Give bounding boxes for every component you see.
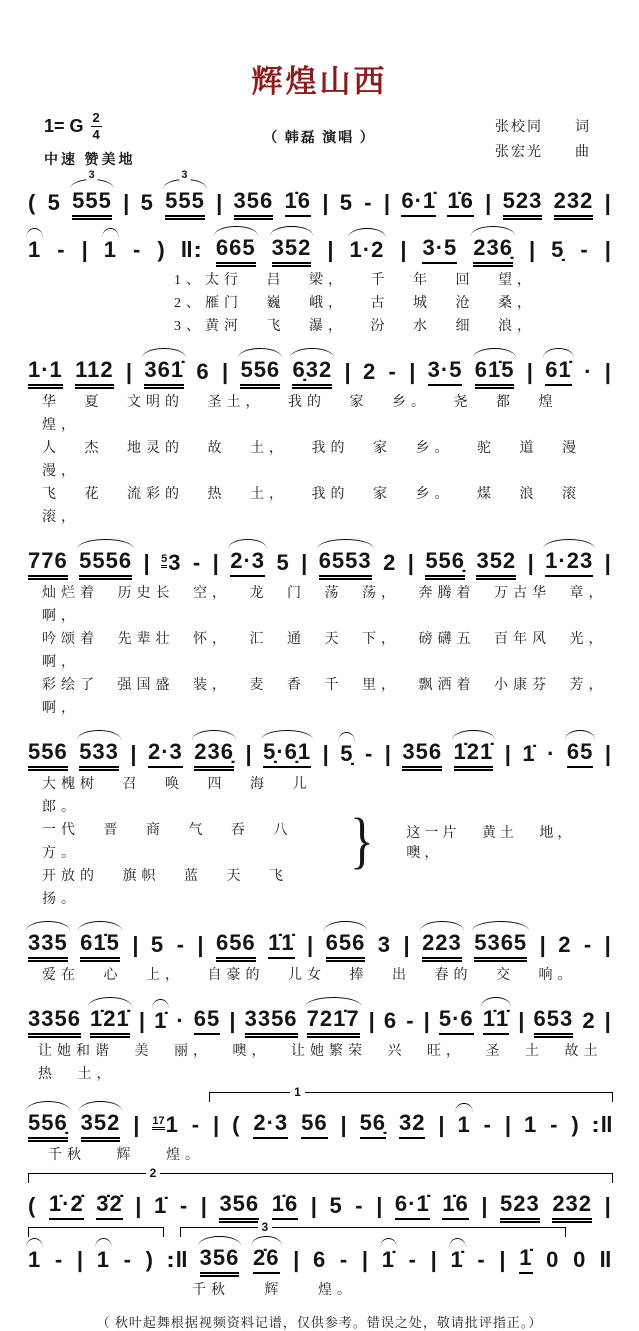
note-token: 61̇5	[475, 359, 515, 386]
note-token: ·	[547, 741, 556, 766]
note-token: 5̣	[551, 237, 565, 262]
note-token: 356	[219, 1193, 259, 1220]
lyric-line: 吟颂着 先辈壮 怀， 汇 通 天 下， 磅礴五 百年风 光， 啊，	[42, 632, 608, 670]
chorus-lead-lyric: 这一片 黄土 地， 噢，	[406, 826, 576, 861]
lyric-line: 爱在 心 上， 自豪的 儿女 捧 出 春的 交 响。	[42, 968, 577, 983]
lyric-line: 让她和谐 美 丽， 噢， 让她繁荣 兴 旺， 圣 土 故土 热 土，	[38, 1044, 603, 1082]
note-token: 236̣	[473, 237, 513, 264]
barline: |	[409, 359, 416, 384]
note-token: 3356	[245, 1008, 298, 1035]
note-token: 5	[47, 190, 61, 215]
note-token: 1̇6	[272, 1193, 298, 1220]
barline: |	[197, 932, 204, 957]
key-signature: 1= G	[44, 115, 84, 136]
note-token: 2̇6	[253, 1247, 279, 1274]
note-token: -	[550, 1112, 559, 1137]
repeat-barline: ‖:	[179, 237, 202, 262]
barline: |	[376, 1193, 383, 1218]
barline: |	[301, 550, 308, 575]
barline: |	[132, 932, 139, 957]
music-line	[26, 222, 613, 267]
music-line	[26, 726, 613, 771]
note-token: 356	[234, 190, 274, 217]
barline: |	[245, 741, 252, 766]
barline: |	[604, 359, 611, 384]
barline: |	[604, 237, 611, 262]
note-token: 3·5	[428, 359, 463, 386]
note-token: )	[157, 237, 166, 262]
barline: |	[604, 741, 611, 766]
verse-brace: }	[349, 807, 374, 876]
barline: |	[504, 741, 511, 766]
note-token: -	[123, 1247, 132, 1272]
lyrics-block	[26, 269, 613, 338]
note-token: 2	[383, 550, 397, 575]
note-token: -	[364, 741, 374, 766]
meter-numerator: 2	[92, 110, 100, 125]
note-token: (	[232, 1112, 241, 1137]
note-token: 232	[552, 1193, 592, 1220]
note-token: 352	[476, 550, 516, 577]
volta-bracket	[209, 1085, 613, 1102]
note-token: 335	[28, 932, 68, 959]
lyric-line: 3、黄河 飞 瀑， 汾 水 细 浪，	[174, 319, 536, 334]
note-token: 0	[546, 1247, 560, 1272]
note-token: 656	[216, 932, 256, 959]
note-token: )	[145, 1247, 154, 1272]
note-token: -	[408, 1247, 417, 1272]
barline: |	[76, 1247, 84, 1272]
barline: |	[423, 1008, 430, 1033]
song-title: 辉煌山西	[251, 64, 388, 99]
note-token: 6	[313, 1247, 327, 1272]
music-line	[26, 344, 613, 389]
barline: |	[307, 932, 314, 957]
barline: |	[383, 190, 391, 215]
note-token: 1̇1̇	[483, 1008, 509, 1035]
note-token: 6̣32	[292, 359, 332, 386]
note-token: -	[483, 1112, 492, 1137]
note-token: -	[583, 932, 593, 957]
score-line	[26, 917, 613, 987]
lyric-line: 一代 晋 商 气 吞 八 方。	[42, 823, 293, 861]
note-token: 776	[28, 550, 68, 577]
note-token: (	[28, 190, 37, 215]
note-token: -	[57, 237, 66, 262]
barline: |	[384, 741, 391, 766]
barline: |	[322, 741, 329, 766]
note-token: (	[28, 1193, 37, 1218]
note-token: 0	[573, 1247, 587, 1272]
barline: |	[504, 1112, 512, 1137]
note-token: )	[571, 1112, 580, 1137]
barline: |	[438, 1112, 445, 1137]
score-line	[26, 993, 613, 1086]
score-line	[26, 535, 613, 720]
barline: |	[604, 550, 611, 575]
barline: |	[310, 1193, 317, 1218]
music-line	[26, 169, 613, 220]
note-token: 6	[383, 1008, 398, 1033]
note-token: 3̇2̇	[96, 1193, 122, 1220]
lyric-line: 千秋 辉 煌。	[192, 1283, 356, 1298]
note-token: 1	[523, 1112, 538, 1137]
note-token: 2·3	[253, 1112, 288, 1139]
repeat-barline: :‖	[165, 1247, 188, 1272]
score-line	[26, 1220, 613, 1302]
lyric-line: 灿烂着 历史长 空， 龙 门 荡 荡， 奔腾着 万古华 章， 啊，	[42, 586, 608, 624]
note-token: 3 555	[165, 190, 205, 217]
lyrics-block	[26, 1279, 613, 1302]
volta-bracket	[28, 1227, 164, 1237]
volta-bracket	[28, 1166, 613, 1183]
score-line	[26, 1085, 613, 1167]
note-token: 1̇	[382, 1249, 395, 1274]
note-token: -	[176, 932, 185, 957]
barline: |	[361, 1247, 369, 1272]
note-token: 3	[377, 932, 392, 957]
barline: |	[539, 932, 546, 957]
barline: |	[604, 1193, 611, 1218]
barline: |	[604, 190, 611, 215]
note-token: 6553	[319, 550, 372, 577]
note-token: 5365	[474, 932, 527, 959]
note-token: 1·2	[350, 239, 385, 264]
note-token: 556̣	[425, 550, 465, 577]
note-token: 2	[582, 1008, 596, 1033]
barline: |	[327, 237, 334, 262]
volta-row	[28, 1166, 611, 1186]
lyricist-credit: 张校同 词	[495, 120, 591, 135]
note-token: 1̇	[522, 741, 536, 766]
note-token: -	[191, 1112, 201, 1137]
note-token: $^5$3	[161, 550, 182, 575]
note-token: 1̇6	[447, 190, 473, 217]
note-token: 61̇	[545, 359, 571, 386]
barline: |	[527, 550, 534, 575]
note-token: 1·23	[545, 550, 593, 577]
note-token: 556̣	[28, 1112, 68, 1139]
note-token: 1̇	[451, 1249, 464, 1274]
score-line	[26, 169, 613, 220]
note-token: 1̇	[519, 1247, 532, 1274]
note-token: 1	[457, 1114, 470, 1139]
lyric-line: 飞 花 流彩的 热 土， 我的 家 乡。 煤 浪 滚 滚，	[42, 487, 581, 525]
note-token: 6	[196, 359, 210, 384]
note-token: 1	[97, 1249, 110, 1274]
lyrics-block	[26, 1144, 613, 1167]
barline: |	[344, 359, 351, 384]
lyrics-block	[26, 964, 613, 987]
note-token: 656	[326, 932, 366, 959]
note-token: 1	[28, 1249, 41, 1274]
meter-denominator: 4	[92, 126, 100, 142]
lyric-line: 1、太行 吕 梁， 千 年 回 望，	[174, 273, 536, 288]
barline: |	[293, 1247, 300, 1272]
barline: |	[130, 741, 137, 766]
note-token: 5	[339, 190, 353, 215]
barline: |	[81, 237, 88, 262]
barline: |	[485, 190, 492, 215]
note-token: 1̇·2̇	[49, 1193, 84, 1220]
note-token: 5	[276, 550, 290, 575]
note-token: ·	[176, 1008, 185, 1033]
note-token: 65	[567, 741, 593, 768]
barline: |	[213, 1112, 220, 1137]
score-line	[26, 344, 613, 529]
note-token: 61̇5	[80, 932, 120, 959]
note-token: -	[364, 190, 373, 215]
note-token: 352	[272, 237, 312, 264]
note-token: 1̇6	[442, 1193, 468, 1220]
note-token: 65	[194, 1008, 220, 1035]
music-line	[26, 535, 613, 580]
note-token: 361̇	[144, 359, 184, 386]
note-token: 112	[75, 359, 114, 386]
note-token: 1̇21̇	[90, 1008, 130, 1035]
barline: |	[368, 1008, 375, 1033]
note-token: 352	[81, 1112, 121, 1139]
barline: |	[135, 1193, 142, 1218]
note-token: 356	[200, 1247, 240, 1274]
note-token: 356	[402, 741, 442, 768]
note-token: 1	[28, 239, 41, 264]
note-token: 3356	[28, 1008, 81, 1035]
footer-note: （ 秋叶起舞根据视频资料记谱，仅供参考。错误之处，敬请批评指正。）	[96, 1315, 543, 1330]
note-token: 56̣	[360, 1112, 386, 1139]
lyrics-block	[26, 391, 613, 529]
note-token: 1̇1̇	[268, 932, 294, 959]
repeat-barline: ‖	[598, 1247, 613, 1272]
note-token: 5556	[79, 550, 132, 577]
note-token: 1̇	[154, 1010, 167, 1035]
lyric-line: 大槐树 召 唤 四 海 儿 郎。	[42, 777, 312, 815]
barline: |	[221, 359, 229, 384]
note-token: 1̇	[154, 1193, 168, 1218]
barline: |	[125, 359, 133, 384]
note-token: 5	[329, 1193, 343, 1218]
note-token: 32	[399, 1112, 425, 1139]
score-line	[26, 222, 613, 338]
note-token: -	[179, 1193, 189, 1218]
note-token: 3·5	[422, 237, 457, 264]
note-token: 56	[301, 1112, 327, 1139]
barline: |	[340, 1112, 347, 1137]
note-token: 2·3	[230, 550, 265, 577]
note-token: 5	[140, 190, 154, 215]
header	[26, 111, 613, 173]
barline: |	[322, 190, 329, 215]
lyric-line: 人 杰 地灵的 故 土， 我的 家 乡。 驼 道 漫 漫，	[42, 441, 581, 479]
barline: |	[604, 1008, 611, 1033]
barline: |	[229, 1008, 236, 1033]
note-token: 1	[104, 239, 117, 264]
note-token: 533	[79, 741, 119, 768]
volta-bracket	[180, 1220, 567, 1237]
note-token: 556	[28, 741, 68, 768]
note-token: 6·1̇	[395, 1193, 430, 1220]
barline: |	[604, 932, 611, 957]
note-token: 665	[216, 237, 256, 264]
note-token: 2	[362, 359, 377, 384]
lyric-line: 开放的 旗帜 蓝 天 飞 扬。	[42, 869, 288, 907]
volta-label: 2	[146, 1166, 161, 1180]
barline: |	[212, 550, 219, 575]
barline: |	[138, 1008, 145, 1033]
note-token: 5̣·6̣1	[263, 741, 311, 768]
barline: |	[133, 1112, 140, 1137]
note-token: -	[580, 237, 589, 262]
lyric-line: 华 夏 文明的 圣土， 我的 家 乡。 尧 都 煌 煌，	[42, 395, 558, 433]
note-token: $^{17}$1	[152, 1112, 179, 1137]
composer-credit: 张宏光 曲	[495, 145, 591, 160]
lyrics-block	[26, 773, 613, 911]
note-token: -	[132, 237, 142, 262]
music-line	[26, 993, 613, 1038]
note-token: -	[355, 1193, 364, 1218]
note-token: 1̇6	[285, 190, 311, 217]
note-token: -	[339, 1247, 349, 1272]
score-line	[26, 726, 613, 911]
barline: |	[200, 1193, 207, 1218]
note-token: -	[406, 1008, 415, 1033]
note-token: 5	[150, 932, 165, 957]
lyrics-block	[26, 1040, 613, 1086]
barline: |	[403, 932, 410, 957]
lyrics-block	[26, 582, 613, 720]
note-token: -	[388, 359, 397, 384]
note-token: 236̣	[194, 741, 234, 768]
lyric-line: 千秋 辉 煌。	[48, 1148, 204, 1163]
barline: |	[216, 190, 223, 215]
barline: |	[526, 359, 533, 384]
barline: |	[518, 1008, 525, 1033]
barline: |	[481, 1193, 488, 1218]
performer-credit: （ 韩磊 演唱 ）	[263, 131, 376, 146]
tempo-marking: 中速 赞美地	[44, 153, 136, 169]
volta-label: 1	[290, 1085, 305, 1099]
note-token: 5̣	[340, 743, 353, 768]
note-token: 556	[240, 359, 280, 386]
note-token: 223	[422, 932, 462, 959]
note-token: 5·6	[439, 1008, 474, 1035]
note-token: 2·3	[148, 741, 183, 768]
music-line	[26, 917, 613, 962]
note-token: -	[54, 1247, 64, 1272]
note-token: 2	[558, 932, 572, 957]
barline: |	[123, 190, 130, 215]
barline: |	[407, 550, 414, 575]
note-token: 523	[500, 1193, 540, 1220]
score	[26, 169, 613, 1302]
barline: |	[400, 237, 407, 262]
note-token: ·	[584, 359, 593, 384]
note-token: 721̇7	[307, 1008, 360, 1035]
lyric-line: 2、雁门 巍 峨， 古 城 沧 桑，	[174, 296, 536, 311]
note-token: 1̇21̇	[454, 741, 494, 768]
repeat-barline: :‖	[590, 1112, 613, 1137]
note-token: 232	[554, 190, 594, 217]
note-token: 1·1	[28, 359, 63, 386]
note-token: -	[192, 550, 202, 575]
barline: |	[430, 1247, 437, 1272]
barline: |	[499, 1247, 506, 1272]
barline: |	[528, 237, 536, 262]
note-token: 523	[503, 190, 543, 217]
note-token: -	[477, 1247, 486, 1272]
note-token: 653	[534, 1008, 574, 1035]
volta-row	[28, 1220, 611, 1240]
barline: |	[143, 550, 150, 575]
note-token: 6·1̇	[401, 190, 436, 217]
note-token: 3 555	[72, 190, 112, 217]
lyric-line: 彩绘了 强国盛 装， 麦 香 千 里， 飘洒着 小康芬 芳， 啊，	[42, 678, 608, 716]
score-line	[26, 1166, 613, 1223]
volta-label: 3	[258, 1220, 273, 1234]
